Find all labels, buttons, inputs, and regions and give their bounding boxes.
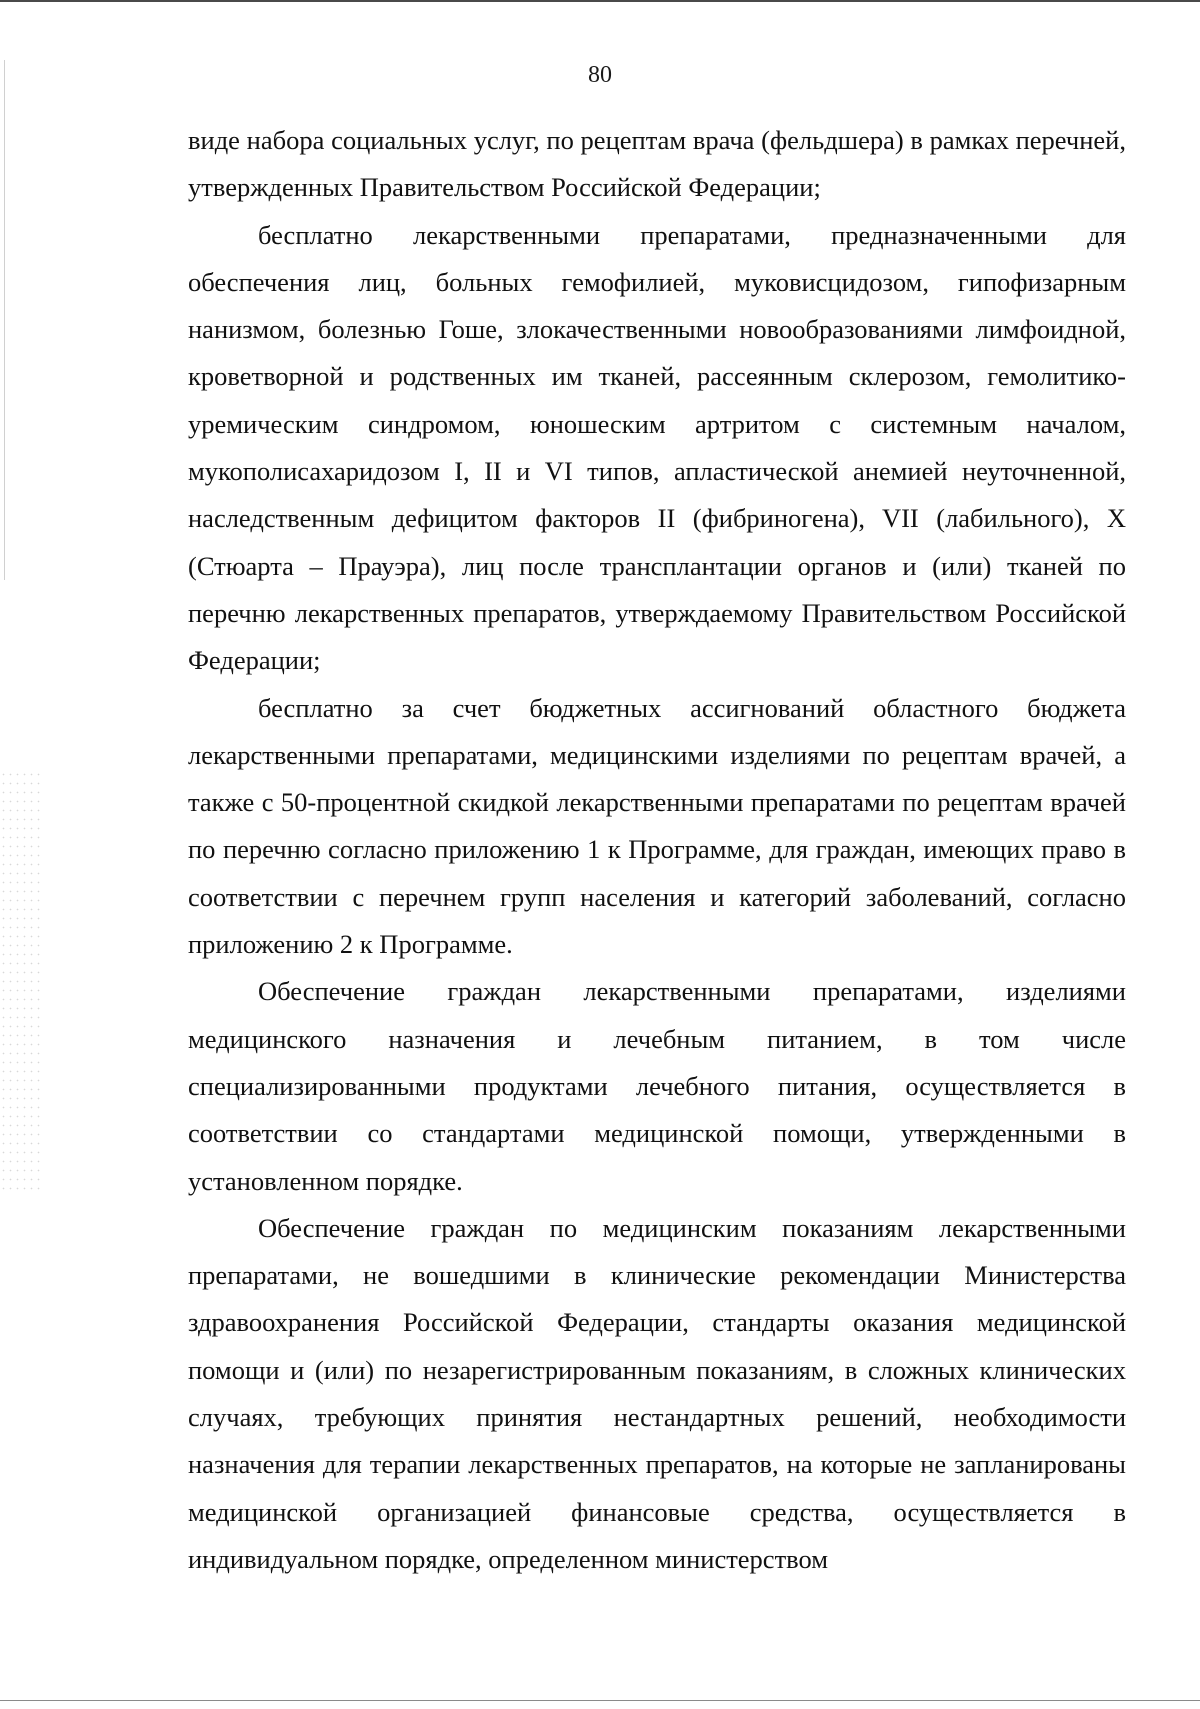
paragraph: Обеспечение граждан по медицинским показаниям лекарственными препаратами, не вошедшими в клинические рекомендации Министерства здравоохранения Российской Федерации, стандарты оказания медицинской помощи и (или) по незарегистрированным показаниям, в сложных клинических случаях, требующих принятия нестандартных решений, необходимости назначения для терапии лекарственных препаратов, на которые не запланированы медицинской организацией финансовые средства, осуществляется в индивидуальном порядке, определенном министерством xyxy=(188,1212,1126,1574)
bottom-border-line xyxy=(0,1700,1200,1701)
body-text xyxy=(188,117,1126,1583)
paragraph: бесплатно за счет бюджетных ассигнований областного бюджета лекарственными препаратами, медицинскими изделиями по рецептам врачей, а также с 50-процентной скидкой лекарственными препаратами по рецептам врачей по перечню согласно приложению 1 к Программе, для граждан, имеющих право в соответствии с перечнем групп населения и категорий заболеваний, согласно приложению 2 к Программе. xyxy=(188,692,1126,960)
paragraph: бесплатно лекарственными препаратами, предназначенными для обеспечения лиц, больных гемофилией, муковисцидозом, гипофизарным нанизмом, болезнью Гоше, злокачественными новообразованиями лимфоидной, кроветворной и родственных им тканей, рассеянным склерозом, гемолитико-уремическим синдромом, юношеским артритом с системным началом, мукополисахаридозом I, II и VI типов, апластической анемией неуточненной, наследственным дефицитом факторов II (фибриногена), VII (лабильного), X (Стюарта – Прауэра), лиц после трансплантации органов и (или) тканей по перечню лекарственных препаратов, утверждаемому Правительством Российской Федерации; xyxy=(188,219,1126,676)
paragraph: виде набора социальных услуг, по рецептам врача (фельдшера) в рамках перечней, утвержденных Правительством Российской Федерации; xyxy=(188,125,1126,203)
scan-left-edge xyxy=(4,60,5,580)
top-border-line xyxy=(0,0,1200,2)
scan-noise xyxy=(0,770,40,1190)
paragraph: Обеспечение граждан лекарственными препаратами, изделиями медицинского назначения и лечебным питанием, в том числе специализированными продуктами лечебного питания, осуществляется в соответствии со стандартами медицинской помощи, утвержденными в установленном порядке. xyxy=(188,976,1126,1196)
page-number: 80 xyxy=(588,62,612,88)
